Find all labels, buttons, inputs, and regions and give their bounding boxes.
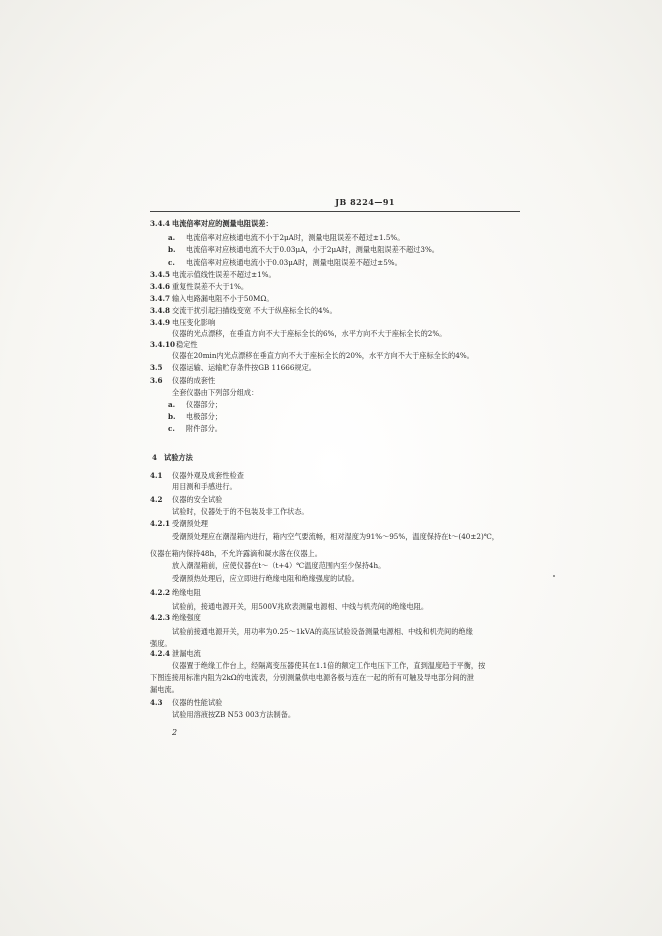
clause-text: 试验时，仪器处于的不包装及非工作状态。: [172, 507, 309, 516]
text-line: [150, 363, 316, 372]
clause-text: 全套仪器由下列部分组成：: [172, 388, 259, 397]
clause-text: 试验前，接通电源开关，用500V兆欧表测量电源相、中线与机壳间的绝缘电阻。: [172, 602, 429, 611]
clause-text: 仪器在箱内保持48h，不允许露滴和凝水落在仪器上。: [150, 549, 322, 558]
clause-number: 3.4.6: [150, 282, 171, 291]
clause-text: 泄漏电流: [172, 649, 201, 658]
clause-text: 放入潮湿箱前，应使仪器在t～（t+4）℃温度范围内至少保持4h。: [172, 561, 386, 570]
text-line: [172, 661, 485, 670]
text-line: [150, 294, 274, 303]
text-line: [172, 710, 295, 719]
clause-number: 4: [152, 453, 158, 462]
text-line: [150, 219, 273, 228]
clause-text: 仪器部分；: [186, 400, 222, 409]
text-line: [172, 482, 237, 491]
clause-text: 受潮预处理应在潮湿箱内进行，箱内空气要流畅，相对湿度为91%～95%，温度保持在t～(40±2)℃，: [172, 532, 499, 541]
clause-text: 稳定性: [176, 340, 198, 349]
clause-number: 4.3: [150, 698, 163, 707]
clause-number: c.: [168, 424, 175, 433]
clause-number: 4.2.2: [150, 588, 171, 597]
text-line: [150, 471, 244, 480]
text-line: [150, 639, 172, 648]
text-line: [172, 561, 385, 570]
clause-number: 4.2: [150, 495, 163, 504]
clause-text: 仪器的成套性: [172, 376, 216, 385]
clause-text: 受潮预处理: [172, 519, 208, 528]
text-line: [168, 233, 404, 242]
text-line: [168, 258, 402, 267]
page-number: 2: [172, 728, 178, 737]
text-line: [150, 549, 322, 558]
text-line: [150, 519, 208, 528]
text-line: [172, 351, 474, 360]
text-line: [172, 532, 499, 541]
clause-text: 仪器的光点漂移，在垂直方向不大于座标全长的6%，水平方向不大于座标全长的2%。: [172, 329, 447, 338]
clause-text: 电极部分；: [186, 412, 222, 421]
clause-number: 4.2.1: [150, 519, 171, 528]
clause-number: 3.4.8: [150, 306, 171, 315]
text-line: [168, 400, 222, 409]
clause-text: 电压变化影响: [172, 318, 216, 327]
clause-text: 交流干扰引起扫描线变宽 不大于纵座标全长的4%。: [172, 306, 337, 315]
clause-text: 输入电路漏电阻不小于50MΩ。: [172, 294, 274, 303]
clause-text: 电流示值线性误差不超过±1%。: [172, 270, 276, 279]
text-line: [172, 602, 428, 611]
clause-number: 3.6: [150, 376, 163, 385]
clause-text: 绝缘电阻: [172, 588, 201, 597]
text-line: [168, 245, 439, 254]
clause-text: 仪器的安全试验: [172, 495, 223, 504]
text-line: [150, 306, 337, 315]
clause-number: 4.1: [150, 471, 163, 480]
clause-number: 3.4.4: [150, 219, 171, 228]
clause-number: a.: [168, 400, 176, 409]
clause-text: 仪器运输、运输贮存条件按GB 11666规定。: [172, 363, 316, 372]
text-line: [150, 495, 222, 504]
clause-number: c.: [168, 258, 175, 267]
clause-number: 3.4.5: [150, 270, 171, 279]
text-line: [150, 685, 179, 694]
text-line: [168, 424, 222, 433]
clause-text: 重复性误差不大于1%。: [172, 282, 249, 291]
clause-number: 3.5: [150, 363, 163, 372]
clause-text: 用目测和手感进行。: [172, 482, 237, 491]
clause-text: 电流倍率对应核通电流小于0.03μA时，测量电阻误差不超过±5%。: [186, 258, 402, 267]
text-line: [172, 574, 359, 583]
clause-text: 试验前接通电源开关，用功率为0.25～1kVA的高压试验设备测量电源相、中线和机壳间的绝缘: [172, 627, 473, 636]
text-line: [150, 270, 276, 279]
text-line: [172, 627, 473, 636]
clause-text: 电流倍率对应的测量电阻误差：: [172, 219, 273, 228]
text-line: [152, 453, 193, 462]
clause-text: 仪器外观及成套性检查: [172, 471, 244, 480]
clause-text: 仪器置于绝缘工作台上，经隔离变压器使其在1.1倍的额定工作电压下工作，直到温度趋于平衡，按: [172, 661, 486, 670]
page-header: [150, 197, 520, 212]
clause-text: 强度。: [150, 639, 172, 648]
standard-code: JB 8224—91: [335, 197, 395, 207]
text-line: [172, 507, 309, 516]
clause-number: 3.4.10: [150, 340, 176, 349]
text-line: [150, 649, 201, 658]
text-line: [168, 412, 222, 421]
text-line: [172, 329, 446, 338]
clause-text: 附件部分。: [186, 424, 222, 433]
scan-speck: [553, 575, 555, 577]
clause-number: b.: [168, 245, 176, 254]
text-line: [150, 588, 201, 597]
clause-text: 试验方法: [164, 453, 193, 462]
clause-text: 漏电流。: [150, 685, 179, 694]
text-line: [150, 282, 248, 291]
clause-text: 下图连接用标准内阻为2kΩ的电流表，分别测量供电电源各极与连在一起的所有可触及导电部分间的泄: [150, 673, 474, 682]
clause-text: 电流倍率对应核通电流不小于2μA时，测量电阻误差不超过±1.5%。: [186, 233, 405, 242]
clause-text: 电流倍率对应核通电流不大于0.03μA，小于2μA时，测量电阻误差不超过3%。: [186, 245, 439, 254]
text-line: [150, 318, 215, 327]
text-line: [150, 698, 222, 707]
clause-number: 3.4.7: [150, 294, 171, 303]
clause-text: 绝缘强度: [172, 613, 201, 622]
clause-text: 受潮预热处理后，应立即进行绝缘电阻和绝缘强度的试验。: [172, 574, 359, 583]
clause-text: 仪器的性能试验: [172, 698, 223, 707]
clause-number: a.: [168, 233, 176, 242]
clause-number: 4.2.4: [150, 649, 171, 658]
clause-number: b.: [168, 412, 176, 421]
clause-text: 试验用溶液按ZB N53 003方法制备。: [172, 710, 296, 719]
text-line: [150, 673, 474, 682]
text-line: [150, 376, 215, 385]
clause-number: 4.2.3: [150, 613, 171, 622]
text-line: [150, 340, 198, 349]
text-line: [172, 388, 258, 397]
clause-text: 仪器在20min内光点漂移在垂直方向不大于座标全长的20%，水平方向不大于座标全长的4%。: [172, 351, 474, 360]
clause-number: 3.4.9: [150, 318, 171, 327]
text-line: [150, 613, 201, 622]
